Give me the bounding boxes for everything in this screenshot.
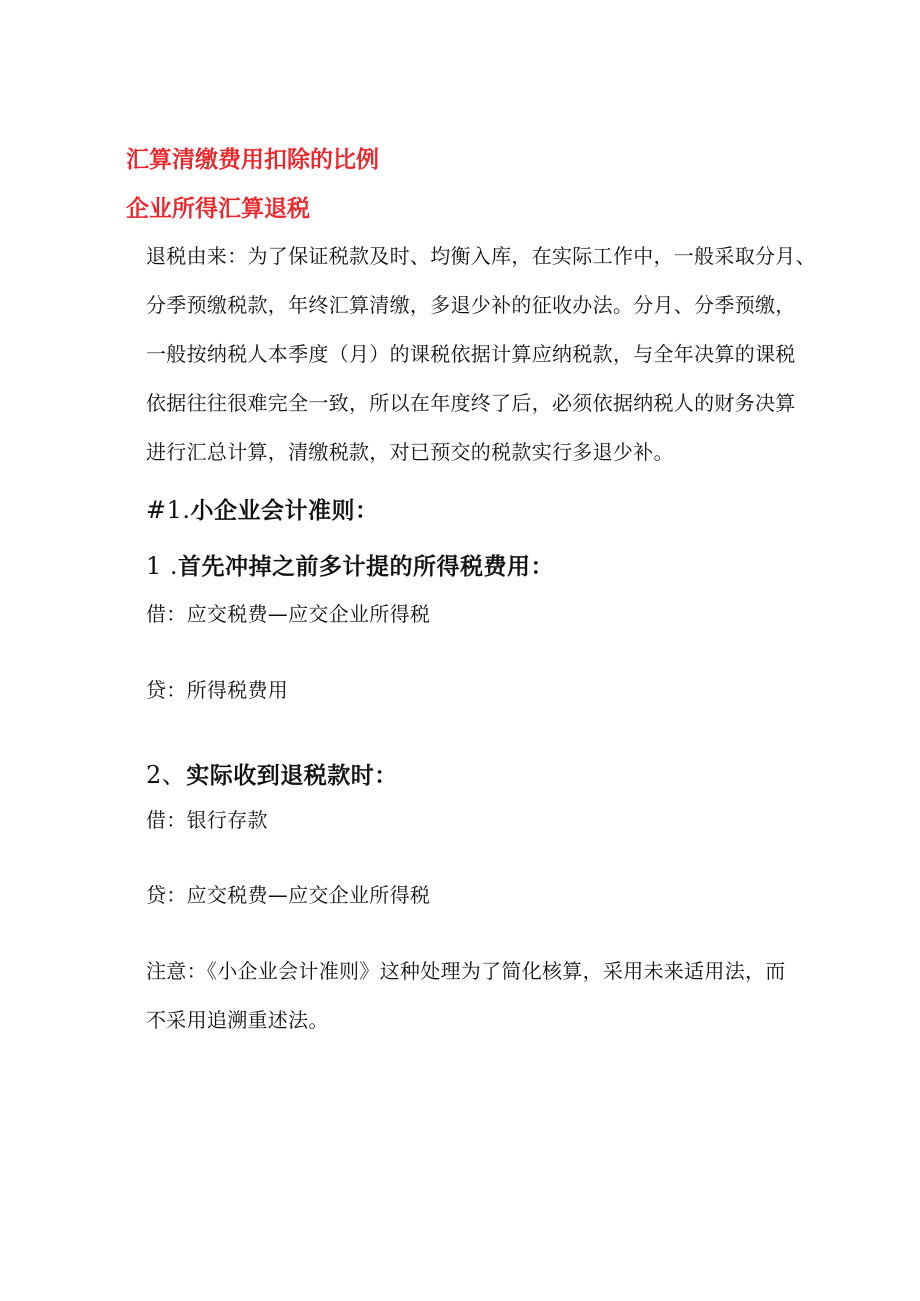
intro-line: 一般按纳税人本季度（月）的课税依据计算应纳税款，与全年决算的课税 <box>146 342 796 366</box>
title-heading-1: 汇算清缴费用扣除的比例 <box>126 147 379 173</box>
intro-line: 依据往往很难完全一致，所以在年度终了后，必须依据纳税人的财务决算 <box>146 391 796 415</box>
section-prefix: #1. <box>146 496 191 524</box>
intro-line: 退税由来：为了保证税款及时、均衡入库，在实际工作中，一般采取分月、 <box>146 244 816 268</box>
step2-number: 2、 <box>146 761 187 789</box>
step1-heading <box>146 548 554 581</box>
step2-debit-entry: 借：银行存款 <box>146 808 268 832</box>
intro-paragraph <box>146 240 846 470</box>
section-title: 小企业会计准则： <box>190 498 379 524</box>
step1-number: 1 . <box>146 552 179 580</box>
section-heading <box>146 492 379 525</box>
title-heading-2: 企业所得汇算退税 <box>126 196 310 222</box>
step2-credit-entry: 贷：应交税费—应交企业所得税 <box>146 883 431 907</box>
step2-heading <box>146 755 398 790</box>
note-paragraph <box>146 955 846 1045</box>
step2-title: 实际收到退税款时： <box>186 763 398 789</box>
intro-line: 进行汇总计算，清缴税款，对已预交的税款实行多退少补。 <box>146 440 674 464</box>
note-line: 注意：《小企业会计准则》这种处理为了简化核算，采用未来适用法，而 <box>146 959 786 983</box>
intro-line: 分季预缴税款，年终汇算清缴，多退少补的征收办法。分月、分季预缴， <box>146 293 796 317</box>
note-line: 不采用追溯重述法。 <box>146 1008 329 1032</box>
step1-title: 首先冲掉之前多计提的所得税费用： <box>178 554 555 580</box>
step1-debit-entry: 借：应交税费—应交企业所得税 <box>146 602 431 626</box>
step1-credit-entry: 贷：所得税费用 <box>146 678 289 702</box>
